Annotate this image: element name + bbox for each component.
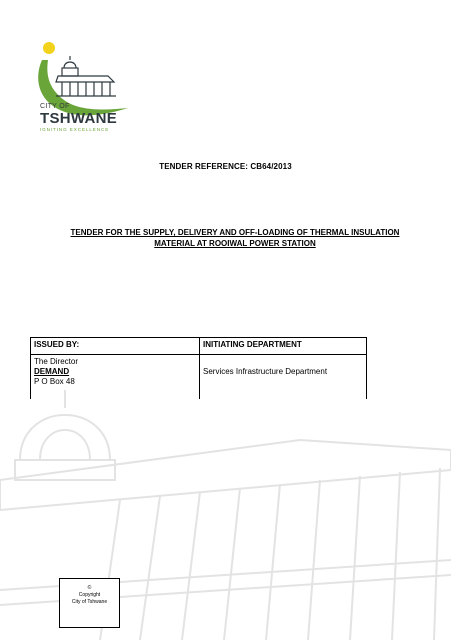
table-header-row: [31, 338, 367, 355]
logo-tagline: IGNITING EXCELLENCE: [40, 127, 110, 132]
tender-title-line-1: TENDER FOR THE SUPPLY, DELIVERY AND OFF-LOADING OF THERMAL INSULATION: [70, 228, 400, 237]
building-icon: [56, 56, 116, 96]
sun-icon: [43, 42, 55, 54]
logo-text: [40, 103, 150, 133]
issued-by-header: ISSUED BY:: [31, 338, 200, 355]
tender-reference: TENDER REFERENCE: CB64/2013: [159, 162, 292, 171]
logo-city-name: TSHWANE: [40, 110, 118, 127]
copyright-label: Copyright: [78, 592, 101, 598]
initiating-department-header: INITIATING DEPARTMENT: [200, 338, 367, 355]
copyright-box: [59, 578, 120, 628]
logo-city-of: CITY OF: [40, 103, 70, 110]
tender-title-line-2: MATERIAL AT ROOIWAL POWER STATION: [154, 239, 316, 248]
tender-title: [40, 227, 430, 249]
copyright-owner: City of Tshwane: [71, 599, 108, 605]
copyright-icon: ©: [87, 585, 92, 591]
issuer-line-2: DEMAND: [34, 367, 70, 376]
issuer-line-3: P O Box 48: [34, 377, 75, 386]
issuer-line-1: The Director: [34, 357, 79, 366]
department-name: Services Infrastructure Department: [203, 367, 328, 376]
